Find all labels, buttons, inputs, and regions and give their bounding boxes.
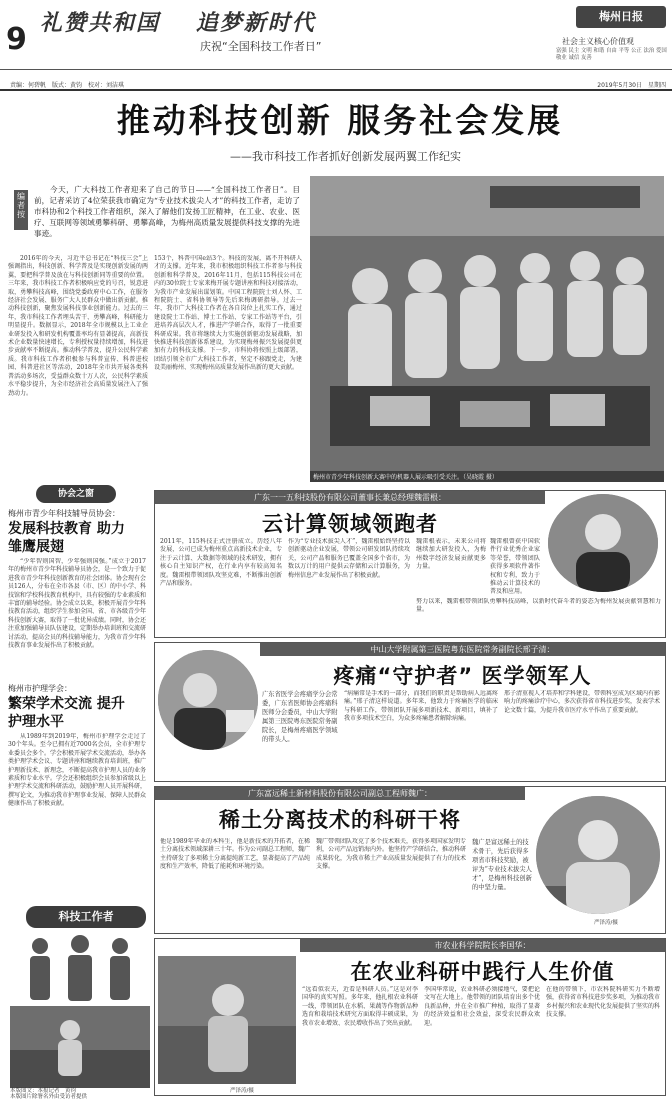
profile-4-caption: 本版图文：本报记者 黄钧 本版图片除署名外由受访者提供 bbox=[10, 1088, 88, 1100]
forum-item2-head: 梅州市护理学会： bbox=[8, 684, 72, 693]
banner-part-2: 追梦新时代 bbox=[195, 10, 316, 36]
banner-slogan bbox=[40, 6, 510, 36]
forum-item2-body: 从1989年到2019年，梅州市护理学会走过了30个年头。至今已拥有近7000名会员，全市护理专业委员会多个。学会积极开展学术交流活动，举办各类护理学术会议、专题讲座和继续教育培训班，推广护理新技术、新理念，不断提高我市护理人员的业务素质和专业水平。学会还积极组织会员参加省级以上护理学术交流和科研活动，鼓励护理人员开展科研，撰写论文，为推动我市护理事业发展、保障人民群众健康作出了积极贡献。 bbox=[8, 733, 146, 808]
profile-4-body-2: 李国华常说，农业科研必须接地气，要把论文写在大地上。他带领的团队培育出多个优良新品种，并在全市推广种植，取得了显著的经济效益和社会效益，深受农民群众欢迎。 bbox=[424, 986, 540, 1027]
profile-4-title: 在农业科研中践行人生价值 bbox=[350, 960, 615, 984]
people-silhouette-icon bbox=[10, 934, 148, 1002]
profile-4-body-1: “远看似农夫，近看是科研人员。”这是对李国华的真实写照。多年来，他扎根农业科研一线，带领团队在水稻、果蔬等作物新品种选育和栽培技术研究方面取得丰硕成果，为我市农业增效、农民增收作出了突出贡献。 bbox=[302, 986, 418, 1027]
profile-2-body-2: 邢子清重视人才培养和学科建设，带领科室成为区域内有影响力的疼痛诊疗中心，多次获得省市科技进步奖，发表学术论文数十篇，为提升我市医疗水平作出了重要贡献。 bbox=[504, 690, 660, 714]
profile-4-body-3: 在他的带领下，市农科院科研实力不断增强，获得省市科技进步奖多项，为推动我市乡村振兴和农业现代化发展提供了坚实的科技支撑。 bbox=[546, 986, 660, 1019]
profile-1-bio: 魏雷根曾获中国软件行业优秀企业家等荣誉，带领团队获得多项软件著作权和专利，致力于推动云计算技术的普及和应用。 bbox=[490, 538, 540, 596]
main-photo bbox=[310, 176, 664, 482]
main-column-2: 153个，科普中国e站3个。科技的发展，离不开科研人才的支撑。近年来，我市积极组织科技工作者参与科技创新和科学普及，2016年11月，包括115科技公司在内的30位院士专家来梅开展专题讲座和科技对接活动，为我市产业发展出谋划策。中国工程院院士刘人怀、工程院院士、省科协领导等先后来梅调研指导。过去一年，我市广大科技工作者在各自岗位上扎实工作，通过建设院士工作站、博士工作站、专家工作站等平台，引进培养高层次人才，推进产学研合作，取得了一批重要科研成果。我市将继续大力实施创新驱动发展战略，加快推进科技创新体系建设，为实现梅州振兴发展提供更加有力的科技支撑。下一步，市科协将按照上级部署，团结引领全市广大科技工作者，坚定不移跟党走，为建设美丽梅州、实现梅州高质量发展作出新的更大贡献。 bbox=[154, 255, 302, 372]
person-portrait-icon bbox=[158, 650, 258, 750]
banner-part-1: 礼赞共和国 bbox=[40, 10, 161, 36]
page-subheadline: ——我市科技工作者抓好创新发展两翼工作纪实 bbox=[230, 150, 461, 163]
profile-4-photo-credit: 严泽涛/摄 bbox=[230, 1088, 254, 1094]
profile-1-body-2: 作为“专业技术拔尖人才”，魏雷根始终坚持以创新驱动企业发展，带领公司研发团队持续攻关，公司产品和服务已覆盖全国多个省市，为数以万计的用户提供云存储和云计算服务，为梅州信息产业发展作出了积极贡献。 bbox=[288, 538, 410, 579]
forum-item1-title: 发展科技教育 助力雏鹰展翅 bbox=[8, 521, 125, 555]
profile-1-quote: 努力以来，魏雷根带领团队勇攀科技高峰，以新时代奋斗者的姿态为梅州发展贡献智慧和力量。 bbox=[416, 598, 661, 614]
students-robot-photo bbox=[310, 176, 664, 482]
main-column-1: 2016年的今天，习近平总书记在“科技三会”上强调指出，科技创新、科学普及是实现创新发展的两翼，要把科学普及放在与科技创新同等重要的位置。三年来，我市科技工作者积极响应党的号召，锐意进取，勇攀科技高峰，围绕党委政府中心工作，在服务经济社会发展、服务广大人民群众中做出新贡献。推动科技创新，聚焦发展科技事业创新能力。过去的三年，我市科技工作者埋头苦干、勇攀高峰，科研能力明显提升。数据显示，2018年全市规模以上工业企业研发投入和研发机构覆盖率均有显著提高，高新技术企业数量快速增长，专利授权量持续增加，科技进步贡献率不断提高。推动科学普及，提升公民科学素质。我市科技工作者积极参与科普宣传、科普进校园、科普进社区等活动，2018年全市共开展各类科普活动多场次，受益群众数十万人次，公民科学素质水平稳步提升，为全市经济社会高质量发展注入了强劲动力。 bbox=[8, 255, 148, 397]
profile-3-body-1: 他是1989年毕业的本科生，他是新技术的开拓者，在稀土分离技术领域深耕三十年。作为公司副总工程师，魏广主持研发了多项稀土分离提纯新工艺，显著提高了产品纯度和生产效率，降低了能耗和环境污染。 bbox=[160, 838, 310, 871]
core-values-title: 社会主义核心价值观 bbox=[562, 37, 634, 46]
researcher-in-field-photo bbox=[158, 956, 296, 1084]
editor-credits: 责编：何碧帆 版式：黄钧 校对：刘洁琪 bbox=[10, 82, 125, 89]
profile-2-bio: 广东省医学会疼痛学分会常委，广东省医师协会疼痛科医师分会委员，中山大学附属第三医院粤东医院常务副院长，是梅州疼痛医学领域的带头人。 bbox=[262, 691, 338, 743]
forum-item1-body: “少年智则国智，少年强则国强。”成立于2017年的梅州市青少年科技辅导员协会，是一个致力于促进我市青少年科技创新教育的社会团体。协会现有会员126人，分布在全市各县（市、区）的中小学、科技馆和学校科技教育机构中，具有较强的专业素质和丰富的辅导经验。协会成立以来，积极开展青少年科技教育活动，组织学生参加全国、省、市各级青少年科技创新大赛，取得了一批优异成绩。同时，协会还注重加强辅导员队伍建设，定期举办培训班和交流研讨活动，提高会员的科技辅导能力，为我市青少年科技教育事业发展作出了积极贡献。 bbox=[8, 558, 146, 650]
profile-4-bar: 市农业科学院院长李国华： bbox=[300, 939, 665, 952]
newspaper-name: 梅州日报 bbox=[599, 10, 643, 23]
profile-1-body-3: 魏雷根表示，未来公司将继续加大研发投入，为梅州数字经济发展贡献更多力量。 bbox=[416, 538, 486, 571]
profile-4-portrait bbox=[158, 956, 296, 1084]
editor-note-tag: 编者按 bbox=[14, 190, 28, 230]
profile-1-body-1: 2011年，115科技正式注册成立。历经八年发展，公司已成为梅州重点高新技术企业，专注于云计算、大数据等领域的技术研发，拥有核心自主知识产权，在行业内享有较高知名度。魏雷根带领团队攻坚克难，不断推出创新产品和服务。 bbox=[160, 538, 282, 588]
profile-2-body-1: “病痛常是手术的一部分，而我们的职责是帮助病人远离疼痛。”邢子清这样说道。多年来，他致力于疼痛医学的临床与科研工作，带领团队开展多项新技术、新项目，填补了我市多项技术空白，为众多疼痛患者解除病痛。 bbox=[344, 690, 498, 723]
profile-3-portrait bbox=[536, 796, 660, 914]
profile-3-bar: 广东富远稀土新材料股份有限公司副总工程师魏广： bbox=[155, 787, 525, 800]
forum-item2-title: 繁荣学术交流 提升护理水平 bbox=[8, 696, 125, 730]
profile-2-title: 疼痛“守护者” 医学领军人 bbox=[333, 664, 592, 688]
issue-date: 2019年5月30日 星期四 bbox=[597, 82, 666, 89]
newspaper-logo bbox=[576, 6, 666, 28]
profile-1-bar: 广东一一五科技股份有限公司董事长兼总经理魏雷根： bbox=[155, 491, 545, 504]
forum-label: 协会之窗 bbox=[36, 485, 116, 503]
person-portrait-icon bbox=[536, 796, 660, 914]
profile-3-photo-credit: 严泽涛/摄 bbox=[594, 920, 618, 926]
profile-4-label: 科技工作者 bbox=[26, 906, 146, 928]
header-rule bbox=[0, 89, 672, 91]
banner-subtitle: 庆祝“全国科技工作者日” bbox=[200, 40, 322, 53]
profile-1-title: 云计算领域领跑者 bbox=[262, 512, 438, 536]
profile-4-photo bbox=[10, 1006, 150, 1088]
forum-item1-head: 梅州市青少年科技辅导员协会： bbox=[8, 509, 120, 518]
profile-2-bar: 中山大学附属第三医院粤东医院常务副院长邢子清： bbox=[260, 643, 665, 656]
editor-note: 今天，广大科技工作者迎来了自己的节日——“全国科技工作者日”。目前，记者采访了4位荣获我市确定为“专业技术拔尖人才”的科技工作者，走访了市科协和2个科技工作者组织，深入了解他们发扬工匠精神，在工业、农业、医疗、互联网等领域勇攀科研、勇攀高峰，为梅州高质量发展提供科技支撑的先进事迹。 bbox=[34, 185, 300, 238]
profile-3-title: 稀土分离技术的科研干将 bbox=[219, 808, 461, 832]
main-photo-caption: 梅州市青少年科技创新大赛中的机器人展示吸引受关注。（吴晓霞 摄） bbox=[310, 471, 664, 482]
profile-2-portrait bbox=[158, 650, 258, 750]
core-values-list: 富强 民主 文明 和谐 自由 平等 公正 法治 爱国 敬业 诚信 友善 bbox=[556, 48, 667, 61]
page-headline: 推动科技创新 服务社会发展 bbox=[116, 101, 564, 140]
farm-field-photo bbox=[10, 1006, 150, 1088]
profile-3-body-2: 魏广带领团队攻克了多个技术难关，获得多项国家发明专利，公司产品远销海内外。他坚持产学研结合，推动科研成果转化，为我市稀土产业高质量发展提供了有力的技术支撑。 bbox=[316, 838, 466, 871]
profile-3-bio: 魏广是富远稀土的技术骨干，先后获得多项省市科技奖励，被评为“专业技术拔尖人才”，是梅州科技创新的中坚力量。 bbox=[472, 839, 532, 891]
person-portrait-icon bbox=[548, 494, 658, 592]
people-graphic bbox=[10, 934, 148, 1002]
page-number: 9 bbox=[6, 22, 27, 57]
profile-1-portrait bbox=[548, 494, 658, 592]
